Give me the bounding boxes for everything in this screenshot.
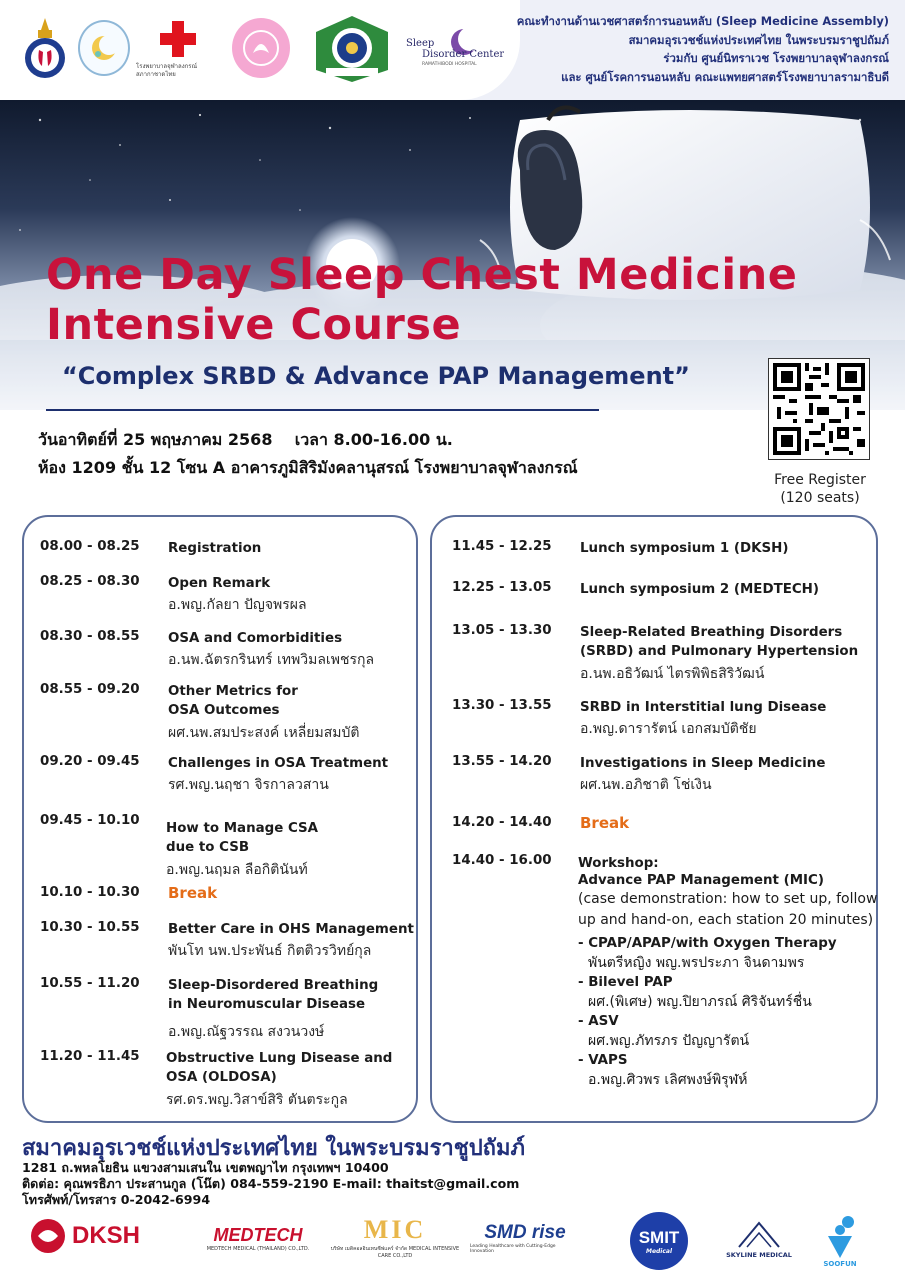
phone-fax: โทรศัพท์/โทรสาร 0-2042-6994: [22, 1192, 211, 1207]
divider-line: [46, 409, 599, 411]
sponsor-bar: [0, 1200, 905, 1280]
smit-logo: SMIT Medical: [630, 1212, 688, 1270]
workshop-desc: up and hand-on, each station 20 minutes): [578, 912, 874, 928]
slot-break: Break: [580, 814, 630, 832]
sleep-assembly-logo: [78, 20, 130, 76]
slot-time: 14.40 - 16.00: [452, 853, 552, 868]
slot-time: 10.30 - 10.55: [40, 920, 140, 935]
dksh-mark-icon: [28, 1216, 68, 1256]
organizer-line: และ ศูนย์โรคการนอนหลับ คณะแพทยศาสตร์โรงพยาบาลรามาธิบดี: [561, 69, 889, 84]
slot-topic: SRBD in Interstitial lung Disease: [580, 700, 827, 715]
mic-logo: MIC บริษัท เมดิคอลอินเทนซีฟแคร์ จำกัด MEDICAL INTENSIVE CARE CO.,LTD: [330, 1215, 460, 1259]
slot-topic: Other Metrics for OSA Outcomes: [168, 684, 298, 718]
slot-speaker: ผศ.นพ.สมประสงค์ เหลี่ยมสมบัติ: [168, 725, 360, 741]
slot-topic: OSA and Comorbidities: [168, 631, 343, 646]
slot-topic: Registration: [168, 541, 262, 556]
slot-time: 13.30 - 13.55: [452, 698, 552, 713]
slot-time: 12.25 - 13.05: [452, 580, 552, 595]
slot-speaker: อ.พญ.ดารารัตน์ เอกสมบัติชัย: [580, 721, 757, 737]
contact-info: ติดต่อ: คุณพรธิภา ประสานกูล (โน๊ต) 084-559-2190 E-mail: thaitst@gmail.com: [22, 1176, 520, 1191]
thoracic-society-logo: [22, 16, 68, 82]
slot-topic: Investigations in Sleep Medicine: [580, 756, 826, 771]
workshop-station-speaker: พันตรีหญิง พญ.พรประภา จินดามพร: [588, 955, 805, 971]
slot-speaker: รศ.ดร.พญ.วิสาข์สิริ ตันตระกูล: [166, 1092, 348, 1108]
slot-time: 11.20 - 11.45: [40, 1049, 140, 1064]
course-title-line2: Intensive Course: [46, 300, 462, 350]
slot-topic: Sleep-Related Breathing Disorders (SRBD) and Pulmonary Hypertension: [580, 625, 859, 659]
slot-time: 13.55 - 14.20: [452, 754, 552, 769]
dksh-logo: DKSH: [14, 1214, 154, 1258]
association-address: 1281 ถ.พหลโยธิน แขวงสามเสนใน เขตพญาไท กรุงเทพฯ 10400: [22, 1160, 389, 1175]
svg-text:Sleep: Sleep: [406, 38, 435, 49]
skyline-medical-logo: SKYLINE MEDICAL: [716, 1214, 802, 1264]
workshop-station-speaker: ผศ.(พิเศษ) พญ.ปิยาภรณ์ ศิริจันทร์ชื่น: [588, 994, 812, 1010]
slot-topic: Lunch symposium 1 (DKSH): [580, 541, 789, 556]
svg-text:Disorder Center: Disorder Center: [422, 49, 504, 60]
slot-time: 09.45 - 10.10: [40, 813, 140, 828]
slot-time: 09.20 - 09.45: [40, 754, 140, 769]
slot-topic: Challenges in OSA Treatment: [168, 756, 389, 771]
slot-time: 14.20 - 14.40: [452, 815, 552, 830]
slot-time: 08.30 - 08.55: [40, 629, 140, 644]
slot-speaker: พันโท นพ.ประพันธ์ กิตติวรวิทย์กุล: [168, 943, 372, 959]
register-label: Free Register: [774, 472, 866, 488]
slot-speaker: รศ.พญ.นฤชา จิรกาลวสาน: [168, 777, 329, 793]
course-title-line1: One Day Sleep Chest Medicine: [46, 250, 798, 300]
slot-time: 08.00 - 08.25: [40, 539, 140, 554]
slot-topic: Sleep-Disordered Breathing in Neuromuscular Disease: [168, 978, 379, 1012]
sleep-disorder-center-logo: [404, 24, 504, 74]
workshop-station-speaker: ผศ.พญ.ภัทรภร ปัญญารัตน์: [588, 1033, 750, 1049]
medtech-logo: MEDTECH MEDTECH MEDICAL (THAILAND) CO.,LTD.: [206, 1224, 310, 1252]
logo-panel: [0, 0, 520, 100]
soofun-logo: SOOFUN: [812, 1208, 868, 1274]
slot-speaker: อ.นพ.อธิวัฒน์ ไตรพิพิธสิริวัฒน์: [580, 666, 765, 682]
red-cross-icon: [158, 19, 198, 59]
register-seats: (120 seats): [780, 490, 860, 506]
slot-time: 10.10 - 10.30: [40, 885, 140, 900]
mahidol-seal-logo: [312, 14, 392, 84]
header: [0, 0, 905, 100]
slot-time: 13.05 - 13.30: [452, 623, 552, 638]
association-name: สมาคมอุรเวชช์แห่งประเทศไทย ในพระบรมราชูปถัมภ์: [22, 1136, 525, 1161]
organizer-line: สมาคมอุรเวชช์แห่งประเทศไทย ในพระบรมราชูปถัมภ์: [628, 32, 889, 47]
slot-break: Break: [168, 884, 218, 902]
event-date: วันอาทิตย์ที่ 25 พฤษภาคม 2568 เวลา 8.00-16.00 น.: [38, 430, 453, 449]
slot-time: 08.55 - 09.20: [40, 682, 140, 697]
chulalongkorn-hospital-logo: โรงพยาบาลจุฬาลงกรณ์ สภากาชาดไทย: [136, 16, 220, 82]
workshop-station: - ASV: [578, 1014, 619, 1029]
course-subtitle: “Complex SRBD & Advance PAP Management”: [62, 362, 690, 390]
slot-topic: How to Manage CSA due to CSB: [166, 821, 319, 855]
pink-seal-logo: [232, 18, 290, 78]
qr-code[interactable]: [768, 358, 870, 460]
schedule-card-morning: [22, 515, 418, 1123]
soofun-figure-icon: [820, 1214, 860, 1260]
organizer-line: คณะทำงานด้านเวชศาสตร์การนอนหลับ (Sleep Medicine Assembly): [516, 14, 889, 28]
slot-topic: Obstructive Lung Disease and OSA (OLDOSA): [166, 1051, 393, 1085]
slot-topic: Workshop: Advance PAP Management (MIC) (case demonstration: how to set up, follow up and hand-on, each station 20 minutes) - CPAP/APAP/with Oxygen Therapy พันตรีหญิง พญ.พรประภา จินดามพร - Bilevel PAP ผศ.(พิเศษ) พญ.ปิยาภรณ์ ศิริจันทร์ชื่น - ASV ผศ.พญ.ภัทรภร ปัญญารัตน์ - VAPS อ.พญ.ศิวพร เลิศพงษ์พิรุฬห์: [578, 855, 877, 1091]
qr-code-icon: [769, 359, 869, 459]
slot-speaker: อ.นพ.ฉัตรกรินทร์ เทพวิมลเพชรกุล: [168, 652, 375, 668]
slot-speaker: ผศ.นพ.อภิชาติ โช่เงิน: [580, 777, 712, 793]
workshop-station-speaker: อ.พญ.ศิวพร เลิศพงษ์พิรุฬห์: [588, 1072, 748, 1088]
slot-topic: Open Remark: [168, 576, 271, 591]
slot-time: 11.45 - 12.25: [452, 539, 552, 554]
workshop-station: - VAPS: [578, 1053, 628, 1068]
slot-speaker: อ.พญ.ณัฐวรรณ สงวนวงษ์: [168, 1024, 325, 1040]
organizer-lines: [517, 12, 889, 86]
slot-topic: Better Care in OHS Management: [168, 922, 414, 937]
smd-rise-logo: SMD rise Leading Healthcare with Cutting-Edge Innovation: [470, 1222, 566, 1254]
organizer-line: ร่วมกับ ศูนย์นิทราเวช โรงพยาบาลจุฬาลงกรณ์: [663, 51, 889, 65]
register-info: [740, 471, 900, 507]
skyline-roof-icon: [737, 1219, 781, 1251]
schedule-card-afternoon: [430, 515, 878, 1123]
slot-time: 08.25 - 08.30: [40, 574, 140, 589]
workshop-station: - Bilevel PAP: [578, 975, 673, 990]
slot-speaker: อ.พญ.นฤมล ลือกิตินันท์: [166, 862, 308, 878]
workshop-desc: (case demonstration: how to set up, follow: [578, 891, 878, 907]
svg-text:RAMATHIBODI HOSPITAL: RAMATHIBODI HOSPITAL: [422, 62, 477, 67]
workshop-station: - CPAP/APAP/with Oxygen Therapy: [578, 936, 837, 951]
slot-time: 10.55 - 11.20: [40, 976, 140, 991]
event-venue: ห้อง 1209 ชั้น 12 โซน A อาคารภูมิสิริมังคลานุสรณ์ โรงพยาบาลจุฬาลงกรณ์: [38, 458, 578, 477]
slot-speaker: อ.พญ.กัลยา ปัญจพรผล: [168, 597, 307, 613]
slot-topic: Lunch symposium 2 (MEDTECH): [580, 582, 819, 597]
